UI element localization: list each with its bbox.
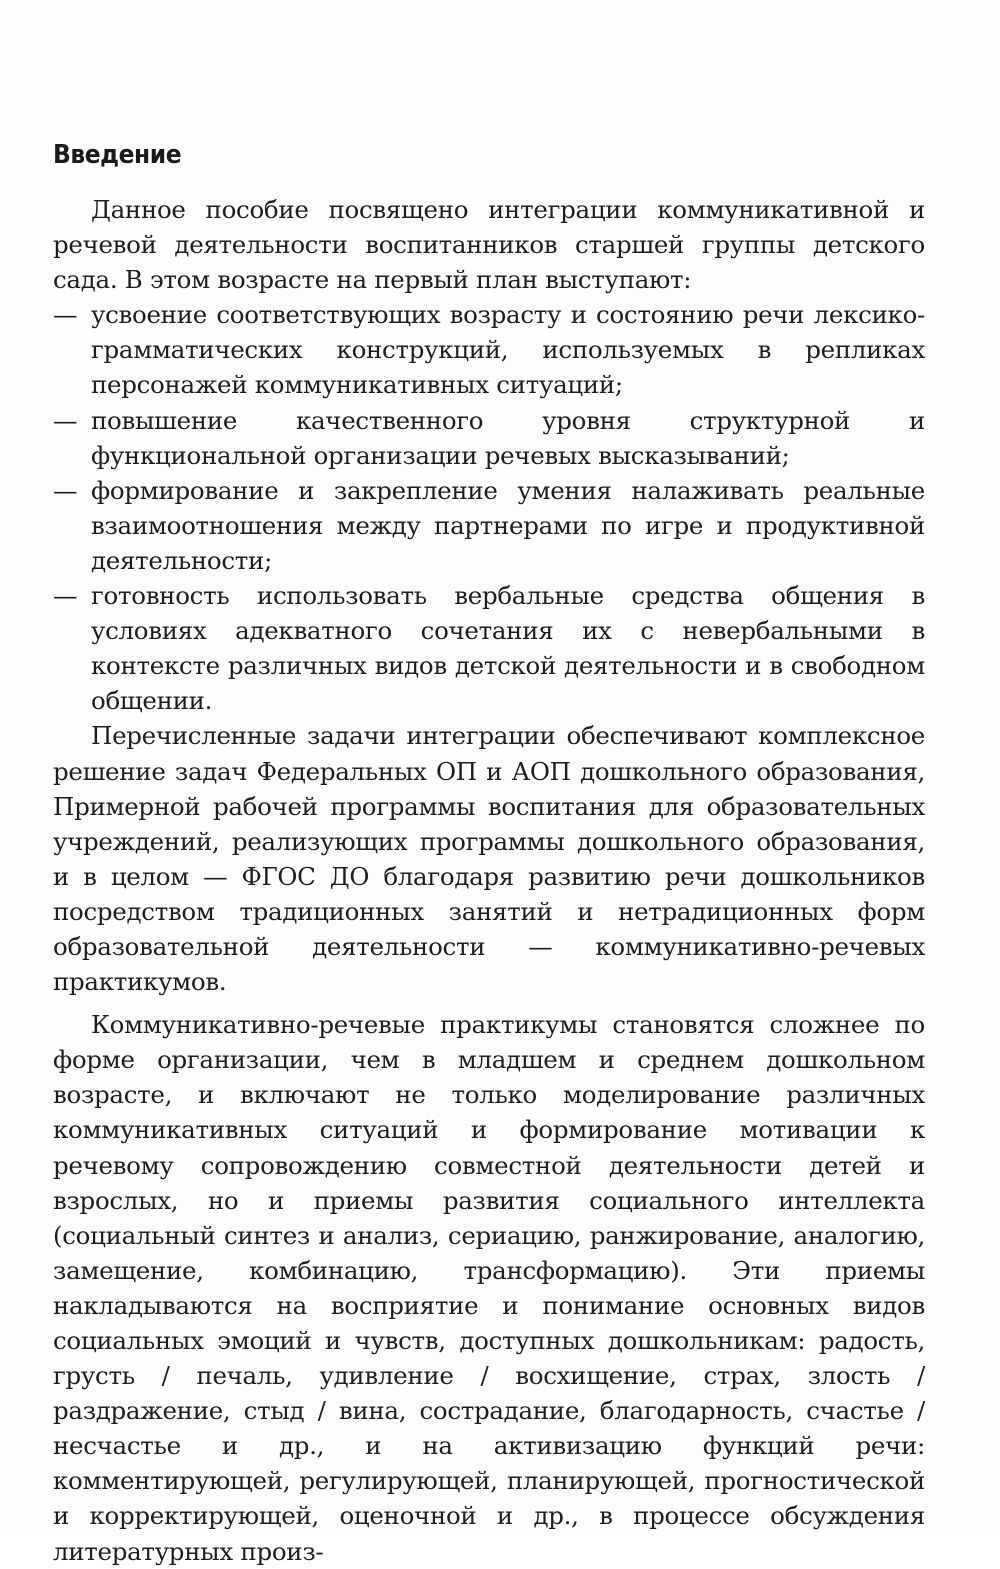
practicum-paragraph: Коммуникативно-речевые практикумы становятся сложнее по форме организации, чем в младшем и среднем дошкольном возрасте, и включают не только моделирование различных коммуникативных ситуаций и формирование мотивации к речевому сопровождению совместной деятельности детей и взрослых, но и приемы развития социального интеллекта (социальный синтез и анализ, сериацию, ранжирование, аналогию, замещение, комбинацию, трансформацию). Эти приемы накладываются на восприятие и понимание основных видов социальных эмоций и чувств, доступных дошкольникам: радость, грусть / печаль, удивление / восхищение, страх, злость / раздражение, стыд / вина, сострадание, благодарность, счастье / несчастье и др., и на активизацию функций речи: комментирующей, регулирующей, планирующей, прогностической и корректирующей, оценочной и др., в процессе обсуждения литературных произ- <box>53 1010 925 1566</box>
list-item: — формирование и закрепление умения налаживать реальные взаимоотношения между партнерами по игре и продуктивной деятельности; <box>53 473 925 578</box>
list-item: — усвоение соответствующих возрасту и состоянию речи лексико-грамматических конструкций, используемых в репликах персонажей коммуникативных ситуаций; <box>53 297 925 402</box>
list-item: — готовность использовать вербальные средства общения в условиях адекватного сочетания их с невербальными в контексте различных видов детской деятельности и в свободном общении. <box>53 578 925 718</box>
page-body <box>53 192 925 1569</box>
intro-paragraph: Данное пособие посвящено интеграции коммуникативной и речевой деятельности воспитанников старшей группы детского сада. В этом возрасте на первый план выступают: <box>53 195 925 295</box>
list-item: — повышение качественного уровня структурной и функциональной организации речевых высказываний; <box>53 403 925 473</box>
integration-paragraph: Перечисленные задачи интеграции обеспечивают комплексное решение задач Федеральных ОП и АОП дошкольного образования, Примерной рабочей программы воспитания для образовательных учреждений, реализующих программы дошкольного образования, и в целом — ФГОС ДО благодаря развитию речи дошкольников посредством традиционных занятий и нетрадиционных форм образовательной деятельности — коммуникативно-речевых практикумов. <box>53 721 925 997</box>
tasks-list <box>53 297 925 718</box>
chapter-heading: Введение <box>53 140 182 170</box>
